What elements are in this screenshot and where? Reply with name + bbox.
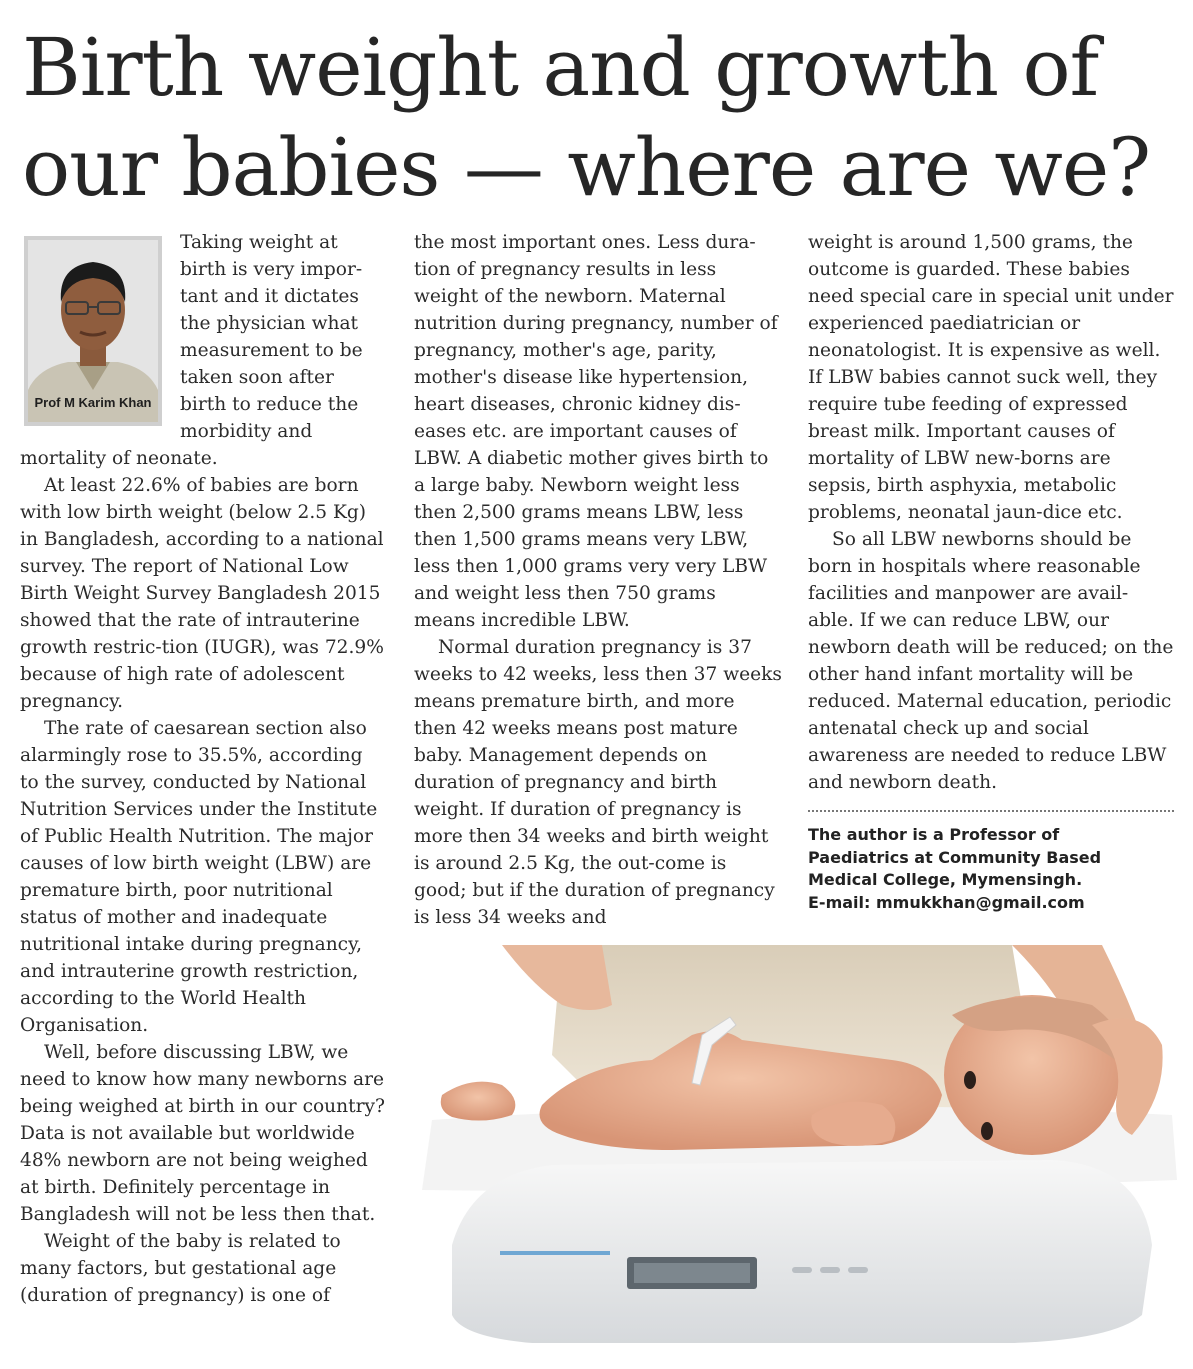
paragraph-factors: Weight of the baby is related to many factors, but gestational age (duration of pregnancy) is one of	[20, 1231, 341, 1306]
column-2	[414, 229, 782, 931]
paragraph-duration: Normal duration pregnancy is 37 weeks to 42 weeks, less then 37 weeks means premature birth, and more then 42 weeks means post mature baby. Management depends on duration of pregnancy and birth weight. If duration of pregnancy is more then 34 weeks and birth weight is around 2.5 Kg, the out-come is good; but if the duration of pregnancy is less 34 weeks and	[414, 637, 782, 928]
newborn-scale-photo	[412, 945, 1180, 1345]
author-email: E-mail: mmukkhan@gmail.com	[808, 892, 1085, 912]
column-3	[808, 229, 1174, 914]
column-1	[20, 229, 386, 1309]
paragraph-outcome: weight is around 1,500 grams, the outcome is guarded. These babies need special care in special unit under experienced paediatrician or neonatologist. It is expensive as well. If LBW babies cannot suck well, they require tube feeding of expressed breast milk. Important causes of mortality of LBW new-borns are sepsis, birth asphyxia, metabolic problems, neonatal jaun-dice etc.	[808, 232, 1174, 523]
author-note: The author is a Professor of Paediatrics at Community Based Medical College, Mymensingh. E-mail: mmukkhan@gmail.com	[808, 824, 1174, 914]
newborn-on-scale-icon	[412, 945, 1180, 1345]
intro-paragraph: Taking weight at birth is very impor- tant and it dictates the physician what measurement to be taken soon after birth to reduce the morbidity and mortality of neonate.	[20, 232, 363, 469]
headline-line-2: our babies — where are we?	[22, 121, 1151, 214]
headline	[22, 18, 1182, 218]
author-photo	[24, 236, 162, 426]
paragraph-weighing: Well, before discussing LBW, we need to know how many newborns are being weighed at birth in our country? Data is not available but worldwide 48% newborn are not being weighed at birth. Definitely percentage in Bangladesh will not be less then that.	[20, 1042, 385, 1225]
author-name: Prof M Karim Khan	[34, 395, 152, 410]
paragraph-hospitals: So all LBW newborns should be born in hospitals where reasonable facilities and manpower are avail-able. If we can reduce LBW, our newborn death will be reduced; on the other hand infant mortality will be reduced. Maternal education, periodic antenatal check up and social awareness are needed to reduce LBW and newborn death.	[808, 529, 1174, 793]
paragraph-survey: At least 22.6% of babies are born with low birth weight (below 2.5 Kg) in Bangladesh, according to a national survey. The report of National Low Birth Weight Survey Bangladesh 2015 showed that the rate of intrauterine growth restric-tion (IUGR), was 72.9% because of high rate of adolescent pregnancy.	[20, 475, 384, 712]
paragraph-gestational-age: the most important ones. Less dura-tion of pregnancy results in less weight of the newborn. Maternal nutrition during pregnancy, number of pregnancy, mother's age, parity, mother's disease like hypertension, heart diseases, chronic kidney dis-eases etc. are important causes of LBW. A diabetic mother gives birth to a large baby. Newborn weight less then 2,500 grams means LBW, less then 1,500 grams means very LBW, less then 1,000 grams very very LBW and weight less then 750 grams means incredible LBW.	[414, 232, 778, 631]
paragraph-caesarean: The rate of caesarean section also alarmingly rose to 35.5%, according to the survey, conducted by National Nutrition Services under the Institute of Public Health Nutrition. The major causes of low birth weight (LBW) are premature birth, poor nutritional status of mother and inadequate nutritional intake during pregnancy, and intrauterine growth restriction, according to the World Health Organisation.	[20, 718, 378, 1036]
headline-line-1: Birth weight and growth of	[22, 21, 1099, 114]
divider	[808, 810, 1174, 812]
